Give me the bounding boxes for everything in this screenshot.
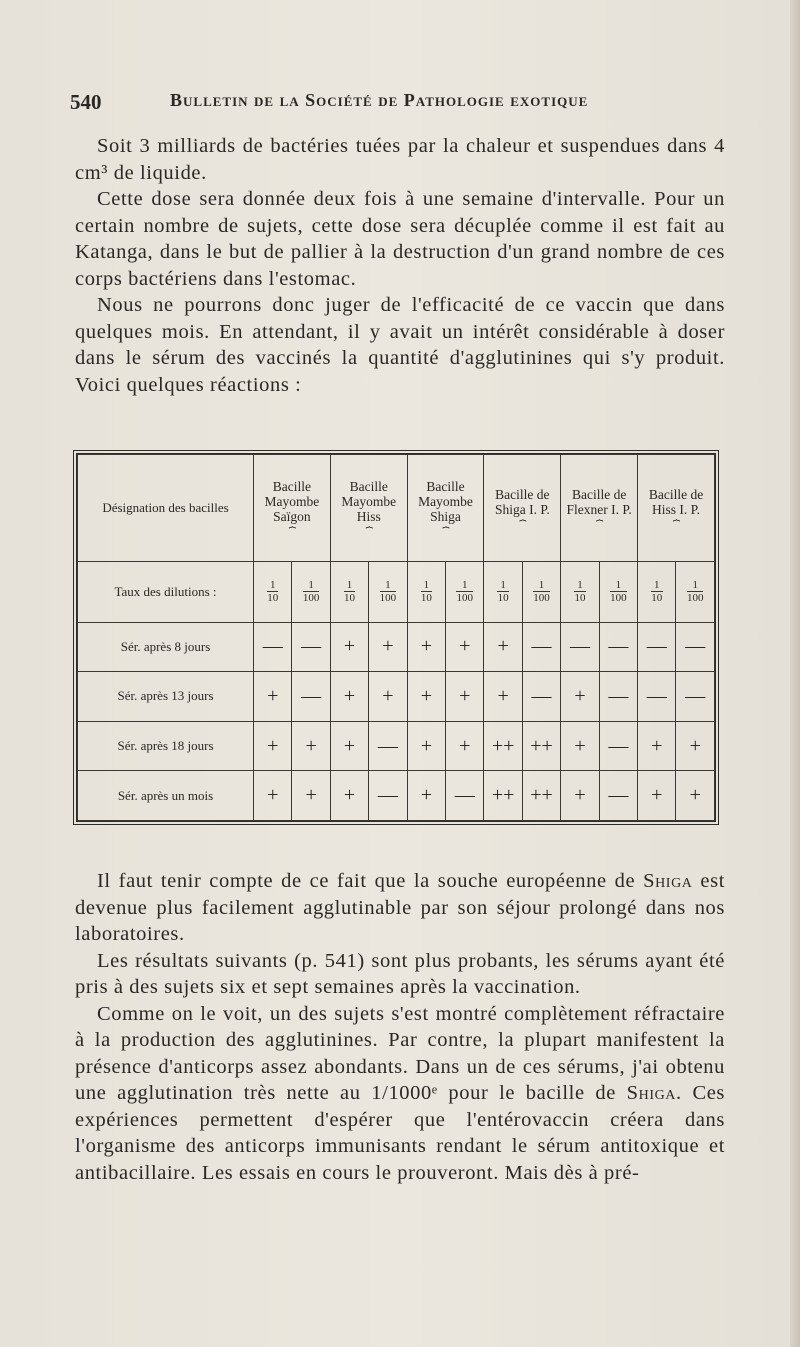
result-cell: — [676,672,715,722]
dilution-fraction [533,579,550,604]
paragraph [75,868,725,948]
dilution-cell [638,561,676,622]
table-row [78,771,715,821]
dilution-cell [407,561,445,622]
dilution-row [78,561,715,622]
table-row [78,721,715,771]
paragraph-text: Comme on le voit, un des sujets s'est montré complètement réfractaire à la production des agglutinines. Par contre, la plupart manifestent la présence d'anticorps assez abondants. Dans un de ces sérums, j'ai obtenu une agglutination très nette au 1/1000ᵉ pour le bacille de [75,1002,725,1104]
dilution-fraction [380,579,397,604]
row-label: Sér. après 13 jours [78,672,254,722]
dilution-denominator: 10 [420,591,432,604]
result-cell: — [599,622,637,672]
result-cell: — [638,672,676,722]
column-header [484,455,561,562]
result-cell: + [561,721,599,771]
dilution-numerator: 1 [303,579,320,592]
column-header [407,455,484,562]
dilution-cell [330,561,368,622]
result-cell: + [292,721,330,771]
result-cell: ++ [522,721,560,771]
journal-title: Bulletin de la Société de Pathologie exotique [170,90,589,110]
result-cell: + [254,721,292,771]
dilution-numerator: 1 [610,579,627,592]
column-header-label: Bacille de Flexner I. P. [566,486,632,517]
dilution-cell [292,561,330,622]
dilution-fraction [651,579,663,604]
dilution-denominator: 100 [533,591,550,604]
result-cell: + [407,672,445,722]
result-cell: + [446,622,484,672]
result-cell: + [561,771,599,821]
agglutination-table [73,450,719,825]
column-header-label: Bacille Mayombe Shiga [418,479,473,525]
dilution-fraction [497,579,509,604]
row-label: Sér. après un mois [78,771,254,821]
dilution-numerator: 1 [344,579,356,592]
result-cell: — [599,721,637,771]
result-cell: + [676,721,715,771]
dilution-fraction [267,579,279,604]
dilution-numerator: 1 [687,579,704,592]
dilution-denominator: 10 [651,591,663,604]
table-header-row [78,455,715,562]
result-cell: — [369,771,407,821]
result-cell: + [638,771,676,821]
dilution-cell [369,561,407,622]
brace-mark: ⏞ [672,518,680,533]
dilution-numerator: 1 [456,579,473,592]
running-header [70,88,730,118]
paragraph: Soit 3 milliards de bactéries tuées par la chaleur et suspendues dans 4 cm³ de liquide. [75,135,725,184]
result-cell: + [638,721,676,771]
paragraph [75,1001,725,1187]
row-label: Sér. après 8 jours [78,622,254,672]
result-cell: — [292,672,330,722]
result-cell: + [369,672,407,722]
result-cell: + [254,672,292,722]
dilution-cell [484,561,522,622]
dilution-numerator: 1 [651,579,663,592]
dilution-cell [561,561,599,622]
result-cell: + [446,672,484,722]
dilution-cell [446,561,484,622]
dilution-fraction [574,579,586,604]
result-cell: + [446,721,484,771]
result-cell: — [446,771,484,821]
paragraph-text: Il faut tenir compte de ce fait que la souche européenne de [97,870,644,892]
result-cell: + [484,622,522,672]
dilution-fraction [687,579,704,604]
column-header-label: Bacille de Shiga I. P. [494,486,550,517]
brace-mark: ⏞ [519,518,526,533]
column-header-label: Bacille Mayombe Hiss [341,479,397,525]
result-cell: + [330,771,368,821]
dilution-numerator: 1 [380,579,397,592]
dilution-denominator: 100 [379,591,397,604]
dilution-denominator: 10 [344,591,356,604]
result-cell: + [330,721,368,771]
dilution-numerator: 1 [267,579,279,592]
paragraph: Cette dose sera donnée deux fois à une semaine d'intervalle. Pour un certain nombre de sujets, cette dose sera décuplée comme il est fait au Katanga, dans le but de pallier à la destruction d'un grand nombre de ces corps bactériens dans l'estomac. [75,188,725,290]
paragraph-text: . Ces expériences permettent d'espérer que l'entérovaccin créera dans l'organisme des anticorps immunisants rendant le sérum antitoxique et antibacillaire. Les essais en cours le prouveront. Mais dès à pré- [75,1082,725,1184]
corner-label: Désignation des bacilles [78,455,254,562]
dilution-fraction [344,579,356,604]
brace-mark: ⏞ [288,526,295,541]
result-cell: — [599,771,637,821]
dilution-denominator: 10 [497,591,509,604]
intro-text [75,133,725,398]
result-cell: + [330,672,368,722]
column-header [638,455,715,562]
dilution-label: Taux des dilutions : [78,561,254,622]
page-edge [790,0,800,1347]
dilution-numerator: 1 [574,579,586,592]
paragraph-text: est devenue plus facilement agglutinable par son séjour prolongé dans nos laboratoires. [75,870,725,945]
result-cell: + [407,622,445,672]
column-header [561,455,638,562]
dilution-numerator: 1 [421,579,433,592]
column-header-label: Bacille Mayombe Saïgon [264,479,320,525]
result-cell: — [522,672,560,722]
result-cell: + [369,622,407,672]
result-cell: — [561,622,599,672]
result-cell: — [638,622,676,672]
result-cell: + [407,771,445,821]
dilution-fraction [303,579,320,604]
result-cell: + [407,721,445,771]
result-cell: — [599,672,637,722]
table-row [78,672,715,722]
result-cell: — [254,622,292,672]
dilution-cell [599,561,637,622]
result-cell: + [561,672,599,722]
column-header-label: Bacille de Hiss I. P. [648,486,704,517]
dilution-cell [254,561,292,622]
result-cell: — [292,622,330,672]
dilution-fraction [456,579,473,604]
brace-mark: ⏞ [596,518,603,533]
result-cell: + [330,622,368,672]
dilution-fraction [421,579,433,604]
result-cell: + [292,771,330,821]
body-text [75,868,725,1186]
column-header [254,455,331,562]
dilution-denominator: 100 [610,591,627,604]
result-cell: + [676,771,715,821]
small-caps-name: Shiga [626,1082,677,1104]
result-cell: — [676,622,715,672]
result-cell: ++ [522,771,560,821]
page-number: 540 [70,90,102,114]
dilution-fraction [610,579,627,604]
dilution-cell [676,561,715,622]
dilution-denominator: 100 [302,591,320,604]
paragraph: Nous ne pourrons donc juger de l'efficacité de ce vaccin que dans quelques mois. En attendant, il y avait un intérêt considérable à doser dans le sérum des vaccinés la quantité d'agglutinines qui s'y produit. Voici quelques réactions : [75,294,725,396]
row-label: Sér. après 18 jours [78,721,254,771]
brace-mark: ⏞ [365,526,372,541]
column-header [330,455,407,562]
dilution-numerator: 1 [497,579,509,592]
paragraph-text: Les résultats suivants (p. 541) sont plus probants, les sérums ayant été pris à des sujets six et sept semaines après la vaccination. [75,949,725,998]
dilution-denominator: 10 [574,591,586,604]
result-cell: + [254,771,292,821]
table-row [78,622,715,672]
small-caps-name: Shiga [643,870,693,892]
result-cell: ++ [484,721,522,771]
result-cell: + [484,672,522,722]
brace-mark: ⏞ [442,526,449,541]
paragraph [75,948,725,1001]
result-cell: — [522,622,560,672]
dilution-denominator: 100 [456,591,473,604]
dilution-cell [522,561,560,622]
dilution-denominator: 10 [267,591,279,604]
result-cell: — [369,721,407,771]
dilution-numerator: 1 [533,579,550,592]
result-cell: ++ [484,771,522,821]
dilution-denominator: 100 [686,591,704,604]
